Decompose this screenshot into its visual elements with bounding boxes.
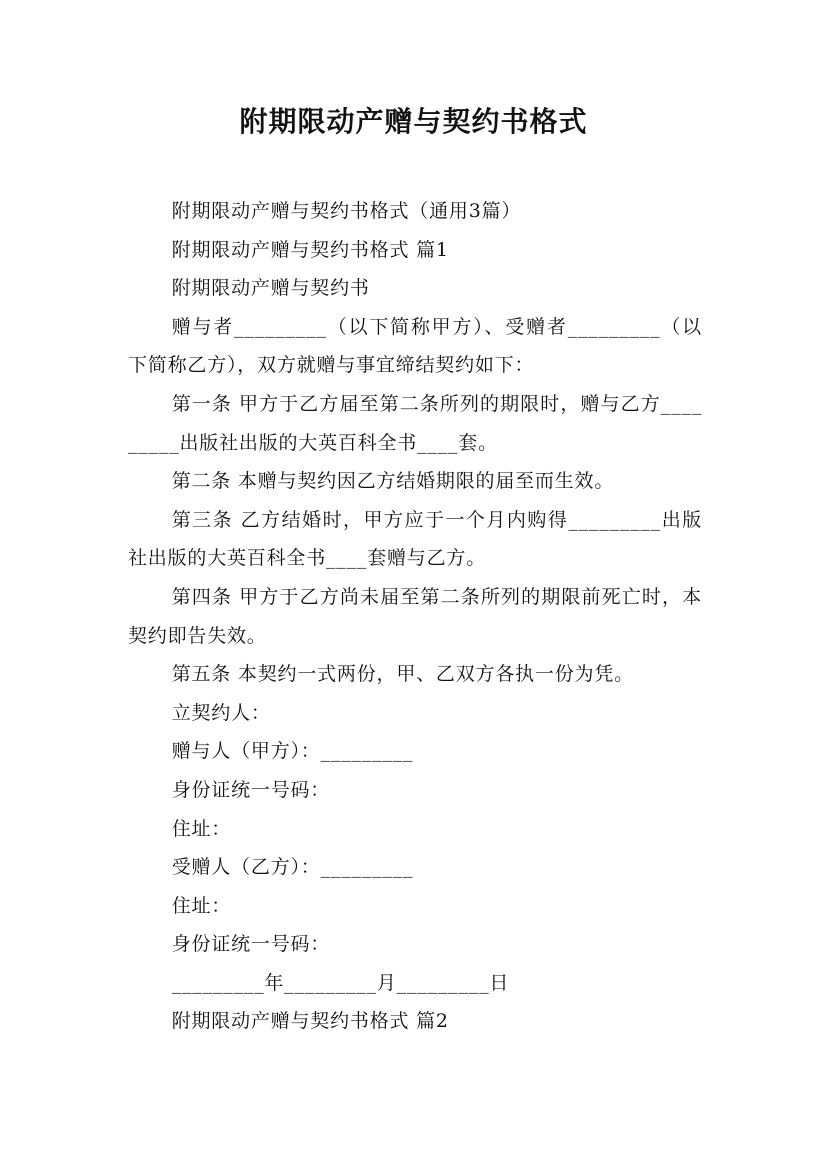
paragraph-article-1: 第一条 甲方于乙方届至第二条所列的期限时，赠与乙方_________出版社出版的大英百科全书____套。: [128, 392, 702, 454]
paragraph-donee-id: 身份证统一号码：: [171, 933, 331, 956]
paragraph-donee-address: 住址：: [171, 894, 232, 917]
paragraph-article-3: 第三条 乙方结婚时，甲方应于一个月内购得_________出版社出版的大英百科全书____套赠与乙方。: [128, 508, 702, 570]
paragraph-donor-line: 赠与人（甲方）：_________: [171, 740, 414, 763]
paragraph-contract-name: 附期限动产赠与契约书: [171, 277, 370, 300]
document-title: 附期限动产赠与契约书格式: [239, 105, 588, 138]
paragraph-date-line: _________年_________月_________日: [171, 971, 510, 994]
paragraph-donee-line: 受赠人（乙方）：_________: [171, 856, 414, 879]
paragraph-article-2: 第二条 本赠与契约因乙方结婚期限的届至而生效。: [171, 470, 615, 493]
paragraph-section-heading-1: 附期限动产赠与契约书格式 篇1: [171, 238, 449, 261]
paragraph-section-heading-2: 附期限动产赠与契约书格式 篇2: [171, 1010, 449, 1033]
document-body: [128, 192, 702, 1041]
paragraph-donor-id: 身份证统一号码：: [171, 778, 331, 801]
paragraph-article-4: 第四条 甲方于乙方尚未届至第二条所列的期限前死亡时，本契约即告失效。: [128, 585, 702, 647]
paragraph-donor-address: 住址：: [171, 817, 232, 840]
paragraph-subtitle: 附期限动产赠与契约书格式（通用3篇）: [171, 200, 522, 222]
paragraph-signatories-label: 立契约人：: [171, 701, 271, 724]
paragraph-parties: 赠与者_________（以下简称甲方）、受赠者_________（以下简称乙方），双方就赠与事宜缔结契约如下：: [128, 315, 702, 377]
paragraph-article-5: 第五条 本契约一式两份，甲、乙双方各执一份为凭。: [171, 663, 634, 686]
